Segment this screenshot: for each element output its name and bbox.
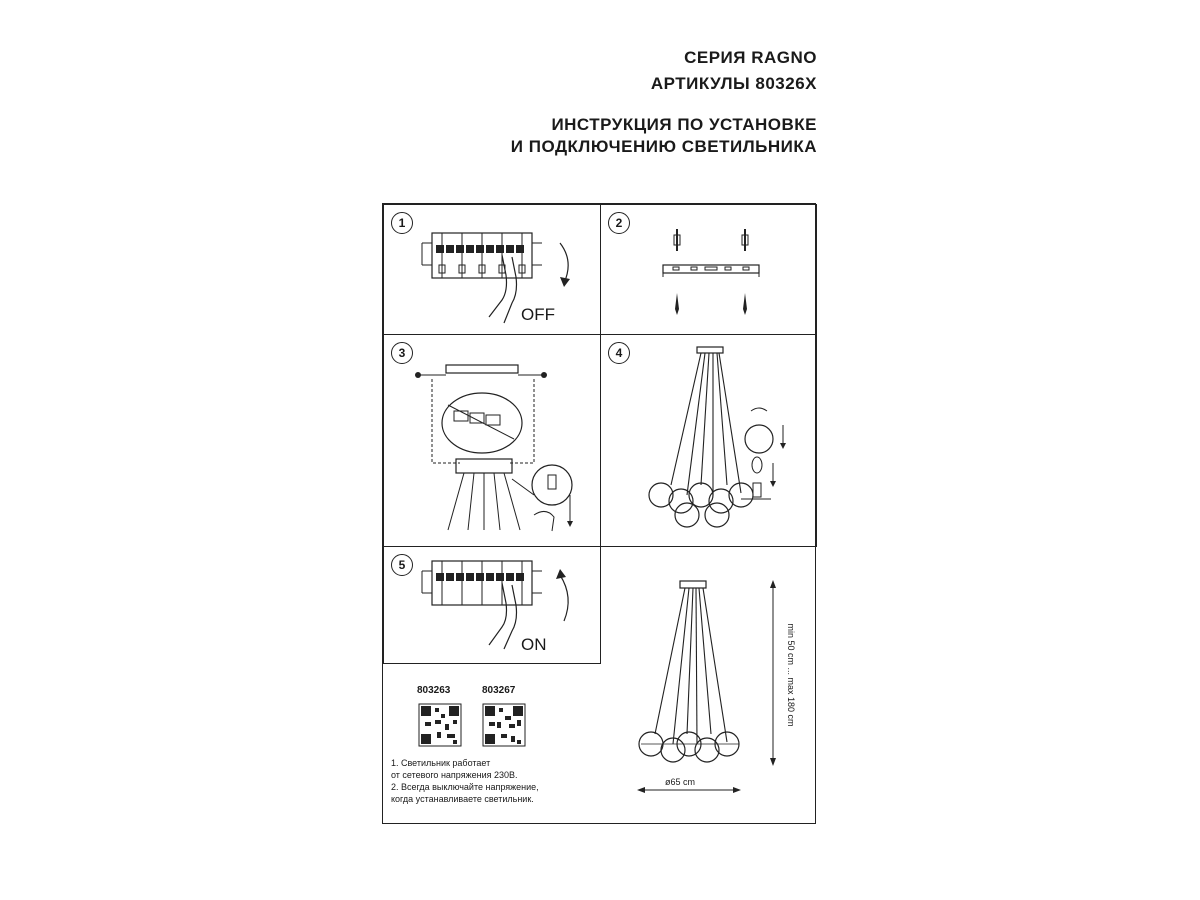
height-dimension-label: min 50 cm ... max 180 cm	[786, 623, 796, 727]
diameter-dimension-label: ø65 cm	[665, 777, 696, 787]
note-line-4: когда устанавливаете светильник.	[391, 794, 534, 804]
step-3-number: 3	[391, 342, 413, 364]
qr-caption-803263: 803263	[417, 685, 451, 696]
step-5-on-label: ON	[521, 635, 547, 654]
instruction-sheet	[382, 203, 816, 824]
step-4-number: 4	[608, 342, 630, 364]
chandelier-dimension-drawing	[383, 204, 817, 825]
series-title: СЕРИЯ RAGNO	[684, 48, 817, 67]
note-line-3: 2. Всегда выключайте напряжение,	[391, 782, 539, 792]
note-line-2: от сетевого напряжения 230В.	[391, 770, 518, 780]
instruction-title-line2: И ПОДКЛЮЧЕНИЮ СВЕТИЛЬНИКА	[510, 137, 817, 156]
step-5-number: 5	[391, 554, 413, 576]
step-1-off-label: OFF	[521, 305, 555, 324]
qr-caption-803267: 803267	[482, 685, 516, 696]
note-line-1: 1. Светильник работает	[391, 758, 491, 768]
article-numbers: АРТИКУЛЫ 80326X	[650, 74, 817, 93]
step-2-number: 2	[608, 212, 630, 234]
step-1-number: 1	[391, 212, 413, 234]
instruction-title-line1: ИНСТРУКЦИЯ ПО УСТАНОВКЕ	[551, 115, 817, 134]
